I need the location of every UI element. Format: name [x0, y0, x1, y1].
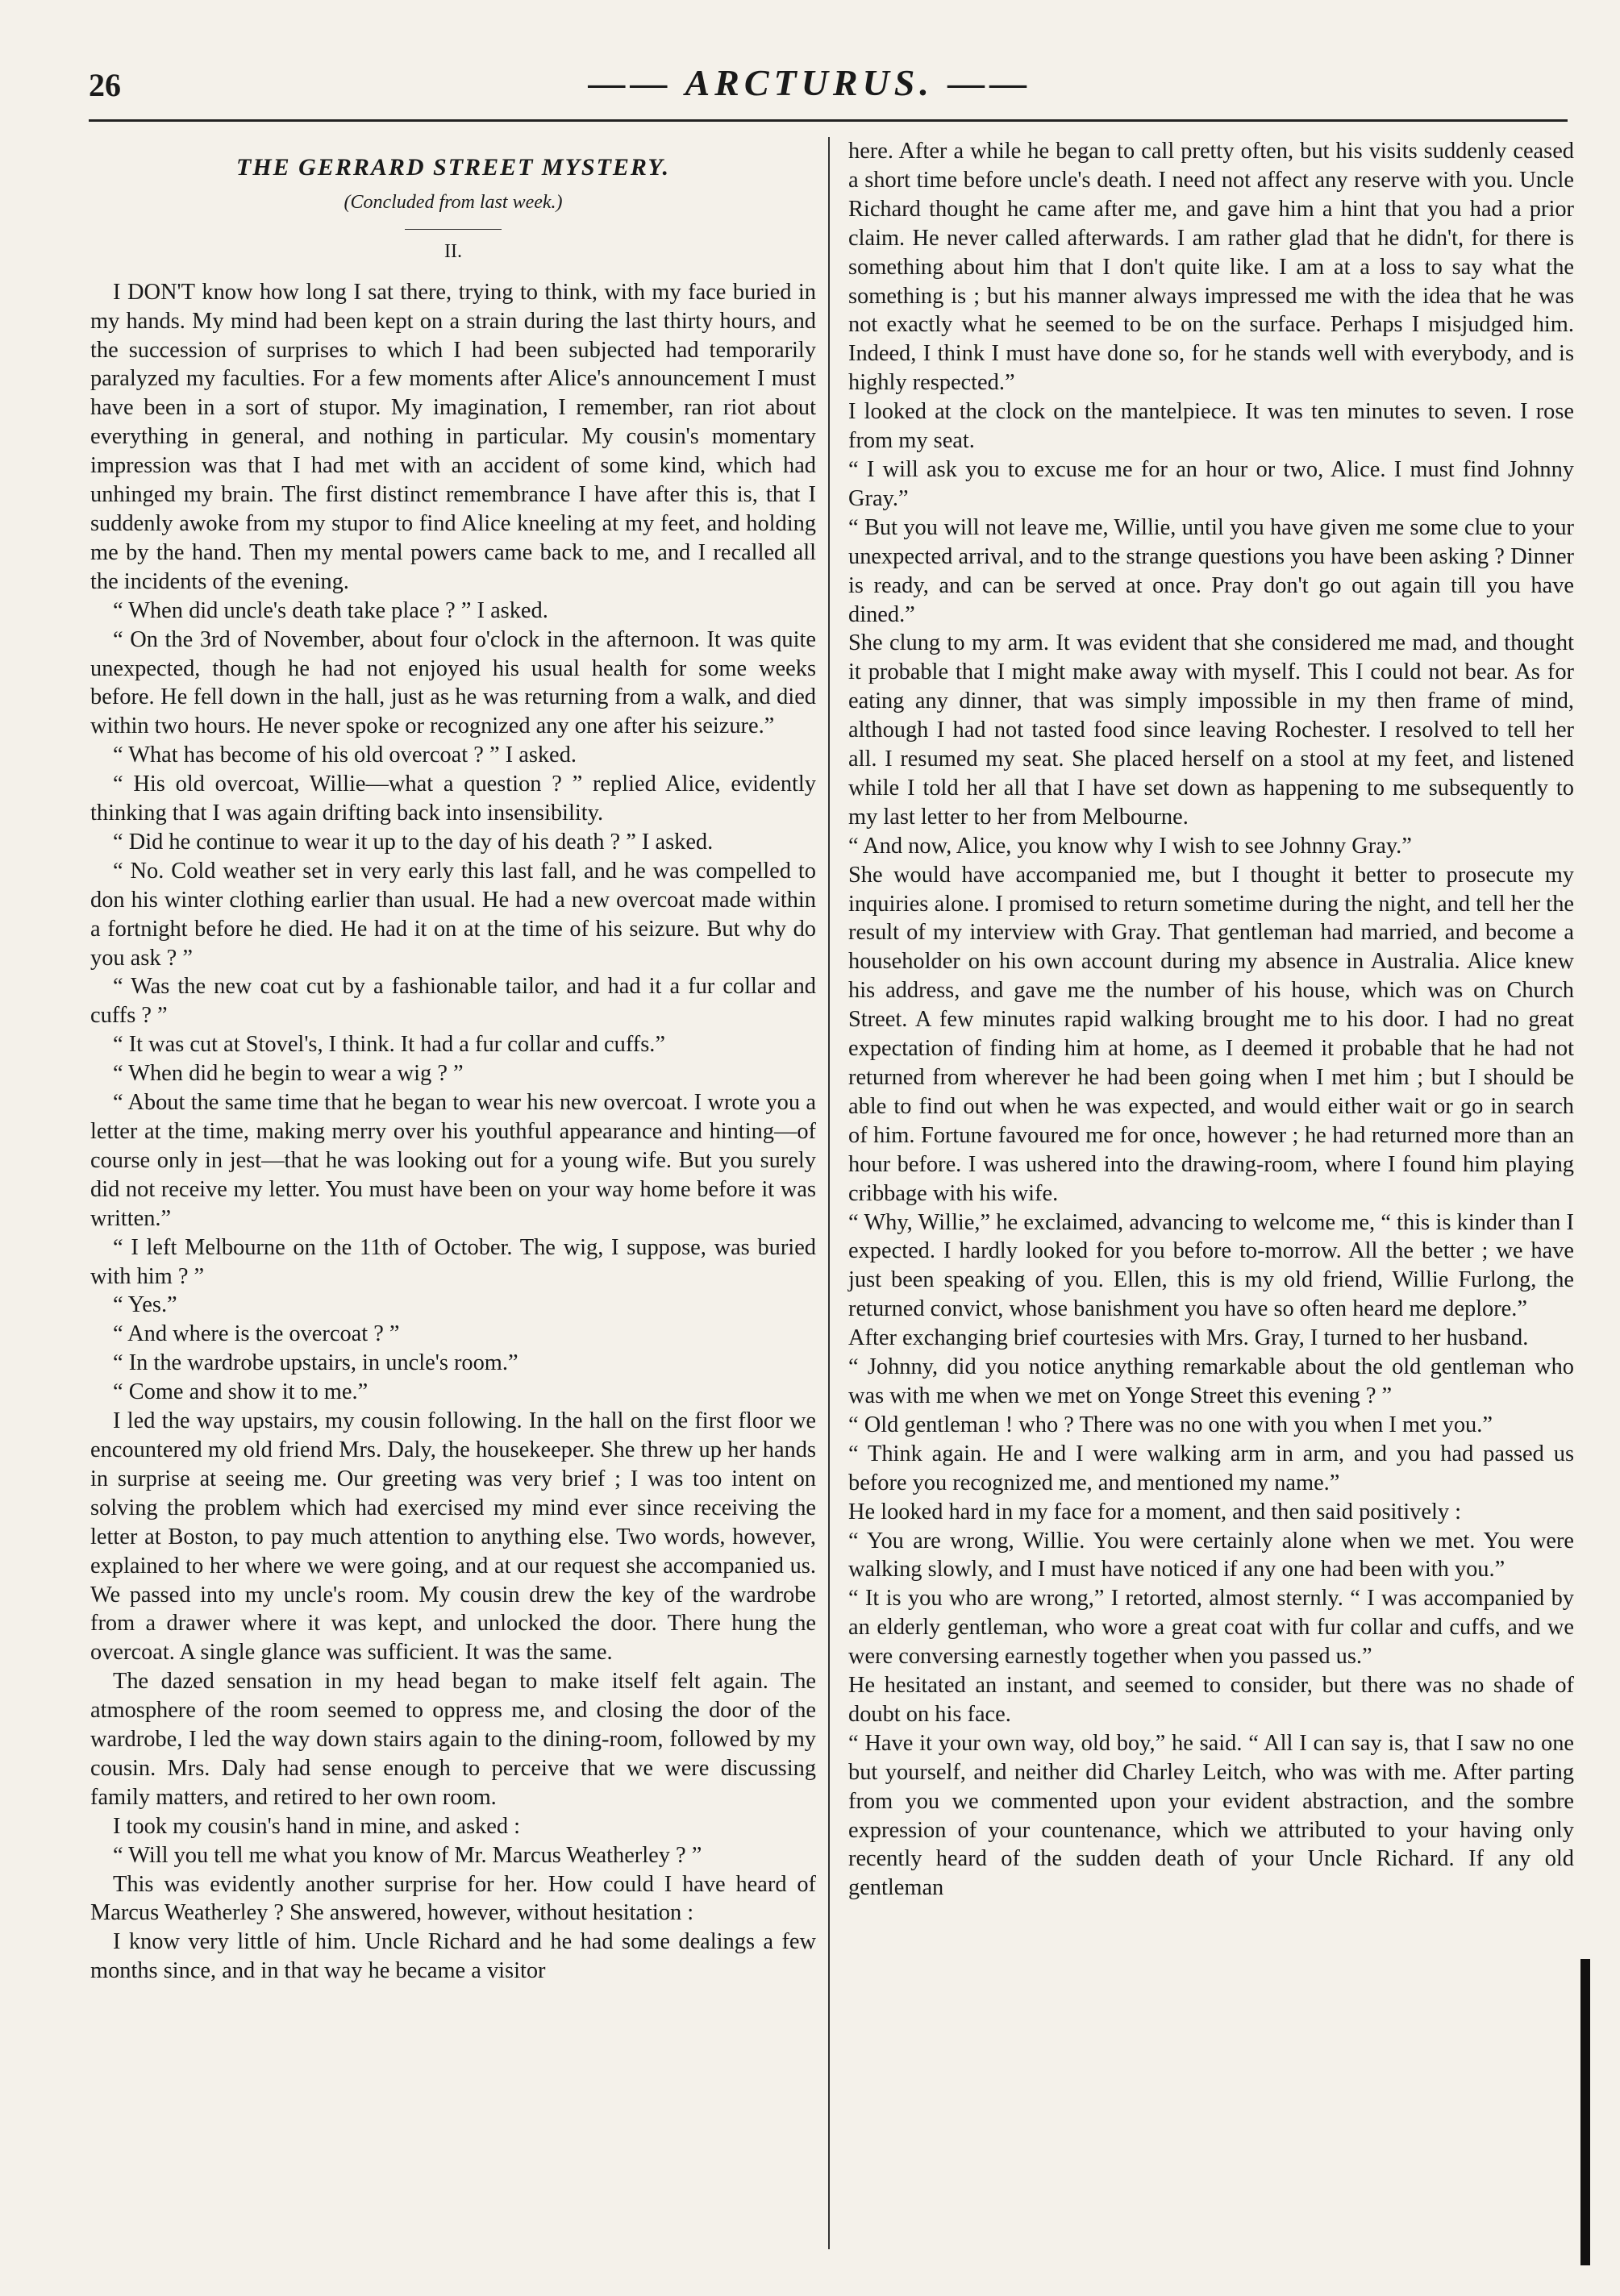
right-column: [848, 137, 1574, 1903]
paragraph: “ I left Melbourne on the 11th of October. The wig, I suppose, was buried with him ? ”: [90, 1234, 816, 1289]
left-column: [90, 137, 816, 1986]
paragraph: After exchanging brief courtesies with Mrs. Gray, I turned to her husband.: [848, 1325, 1529, 1351]
masthead: —— ARCTURUS. ——: [588, 62, 1032, 103]
paragraph: “ In the wardrobe upstairs, in uncle's room.”: [113, 1350, 518, 1376]
page-header: [0, 0, 1620, 103]
paragraph: “ Have it your own way, old boy,” he said. “ All I can say is, that I saw no one but yourself, and neither did Charley Leitch, who was with me. After parting from you we commented upon your evident abstraction, and the sombre expression of your countenance, which we attributed to your having only recently heard of the sudden death of your Uncle Richard. If any old gentleman: [848, 1730, 1574, 1901]
paragraph: “ Did he continue to wear it up to the day of his death ? ” I asked.: [113, 829, 714, 855]
paragraph: I led the way upstairs, my cousin following. In the hall on the first floor we encountered my old friend Mrs. Daly, the housekeeper. She threw up her hands in surprise at seeing me. Our greeting was very brief ; I was too intent on solving the problem which had exercised my mind ever since receiving the letter at Boston, to pay much attention to anything else. Two words, however, explained to her where we were going, and at our request she accompanied us. We passed into my uncle's room. My cousin drew the key of the wardrobe from a drawer where it was kept, and unlocked the door. There hung the overcoat. A single glance was sufficient. It was the same.: [90, 1408, 816, 1666]
drop-cap-text: I DON'T: [113, 279, 195, 305]
paragraph: “ Come and show it to me.”: [113, 1379, 369, 1405]
paragraph: She clung to my arm. It was evident that she considered me mad, and thought it probable that I might make away with myself. This I could not bear. As for eating any dinner, that was simply impossible in my then frame of mind, although I had not tasted food since leaving Rochester. I resolved to tell her all. I resumed my seat. She placed herself on a stool at my feet, and listened while I told her all that I have set down as happening to me subsequently to my last letter to her from Melbourne.: [848, 630, 1574, 830]
page-edge-bar: [1580, 1959, 1590, 2265]
paragraph: “ Yes.”: [113, 1292, 177, 1318]
column-divider: [828, 137, 830, 2249]
paragraph: here. After a while he began to call pretty often, but his visits suddenly ceased a short time before uncle's death. I need not affect any reserve with you. Uncle Richard thought he came after me, and gave him a hint that you had a prior claim. He never called afterwards. I am rather glad that he didn't, for there is something about him that I don't quite like. I am at a loss to say what the something is ; but his manner always impressed me with the idea that he was not exactly what he seemed to be on the surface. Perhaps I misjudged him. Indeed, I think I must have done so, for he stands well with everybody, and is highly respected.”: [848, 139, 1574, 396]
paragraph: “ When did he begin to wear a wig ? ”: [113, 1061, 464, 1087]
paragraph: This was evidently another surprise for her. How could I have heard of Marcus Weatherley ? She answered, however, without hesitation :: [90, 1871, 816, 1926]
paragraph-text: know how long I sat there, trying to think, with my face buried in my hands. My mind had been kept on a strain during the last thirty hours, and the succession of surprises to which I had been subjected had temporarily paralyzed my faculties. For a few moments after Alice's announcement I must have been in a sort of stupor. My imagination, I remember, ran riot about everything in general, and nothing in particular. My cousin's momentary impression was that I had met with an accident of some kind, which had unhinged my brain. The first distinct remembrance I have after this is, that I suddenly awoke from my stupor to find Alice kneeling at my feet, and holding me by the hand. Then my mental powers came back to me, and I recalled all the incidents of the evening.: [90, 279, 816, 594]
article-subtitle: (Concluded from last week.): [344, 191, 563, 213]
page-number: 26: [89, 67, 121, 103]
header-rule: [89, 119, 1568, 122]
paragraph: He hesitated an instant, and seemed to consider, but there was no shade of doubt on his face.: [848, 1673, 1574, 1727]
paragraph: “ What has become of his old overcoat ? ” I asked.: [113, 742, 577, 768]
paragraph: The dazed sensation in my head began to make itself felt again. The atmosphere of the room seemed to oppress me, and closing the door of the wardrobe, I led the way down stairs again to the dining-room, followed by my cousin. Mrs. Daly had sense enough to perceive that we were discussing family matters, and retired to her own room.: [90, 1669, 816, 1810]
paragraph: “ It was cut at Stovel's, I think. It had a fur collar and cuffs.”: [113, 1032, 665, 1058]
paragraph: “ I will ask you to excuse me for an hour or two, Alice. I must find Johnny Gray.”: [848, 456, 1574, 511]
paragraph: “ On the 3rd of November, about four o'clock in the afternoon. It was quite unexpected, though he had not enjoyed his usual health for some weeks before. He fell down in the hall, just as he was returning from a walk, and died within two hours. He never spoke or recognized any one after his seizure.”: [90, 626, 816, 739]
paragraph: “ His old overcoat, Willie—what a question ? ” replied Alice, evidently thinking that I was again drifting back into insensibility.: [90, 772, 816, 826]
paragraph: He looked hard in my face for a moment, and then said positively :: [848, 1499, 1462, 1524]
paragraph: “ Was the new coat cut by a fashionable tailor, and had it a fur collar and cuffs ? ”: [90, 974, 816, 1029]
chapter-number: II.: [444, 240, 462, 262]
paragraph: “ It is you who are wrong,” I retorted, almost sternly. “ I was accompanied by an elderly gentleman, who wore a great coat with fur collar and cuffs, and we were conversing earnestly together when you passed us.”: [848, 1586, 1574, 1670]
paragraph: “ But you will not leave me, Willie, until you have given me some clue to your unexpected arrival, and to the strange questions you have been asking ? Dinner is ready, and can be served at once. Pray don't go out again till you have dined.”: [848, 514, 1574, 627]
paragraph: “ And now, Alice, you know why I wish to see Johnny Gray.”: [848, 833, 1412, 859]
paragraph: “ Think again. He and I were walking arm in arm, and you had passed us before you recognized me, and mentioned my name.”: [848, 1441, 1574, 1495]
paragraph: “ No. Cold weather set in very early this last fall, and he was compelled to don his winter clothing earlier than usual. He had a new overcoat made within a fortnight before he died. He had it on at the time of his seizure. But why do you ask ? ”: [90, 858, 816, 971]
paragraph: “ Johnny, did you notice anything remarkable about the old gentleman who was with me when we met on Yonge Street this evening ? ”: [848, 1354, 1574, 1408]
paragraph: I took my cousin's hand in mine, and asked :: [113, 1813, 521, 1839]
paragraph: “ You are wrong, Willie. You were certainly alone when we met. You were walking slowly, and I must have noticed if any one had been with you.”: [848, 1528, 1574, 1583]
paragraph: “ Old gentleman ! who ? There was no one with you when I met you.”: [848, 1412, 1493, 1437]
paragraph: “ About the same time that he began to wear his new overcoat. I wrote you a letter at the time, making merry over his youthful appearance and hinting—of course only in jest—that he was looking out for a young wife. But you surely did not receive my letter. You must have been on your way home before it was written.”: [90, 1090, 816, 1231]
paragraph: “ And where is the overcoat ? ”: [113, 1321, 400, 1347]
paragraph: “ Why, Willie,” he exclaimed, advancing to welcome me, “ this is kinder than I expected. I hardly looked for you before to-morrow. All the better ; we have just been speaking of you. Ellen, this is my old friend, Willie Furlong, the returned convict, whose banishment you have so often heard me deplore.”: [848, 1209, 1574, 1322]
paragraph: “ Will you tell me what you know of Mr. Marcus Weatherley ? ”: [113, 1842, 702, 1868]
paragraph: [90, 278, 816, 597]
paragraph: She would have accompanied me, but I thought it better to prosecute my inquiries alone. I promised to return sometime during the night, and tell her the result of my interview with Gray. That gentleman had married, and become a householder on his own account during my absence in Australia. Alice knew his address, and gave me the number of his house, which was on Church Street. A few minutes rapid walking brought me to his door. I had no great expectation of finding him at home, as I deemed it probable that he had not returned from wherever he had been going when I met him ; but I should be able to find out when he was expected, and would either wait or go in search of him. Fortune favoured me for once, however ; he had returned more than an hour before. I was ushered into the drawing-room, where I found him playing cribbage with his wife.: [848, 862, 1574, 1206]
article-title: THE GERRARD STREET MYSTERY.: [236, 154, 670, 181]
paragraph: I looked at the clock on the mantelpiece. It was ten minutes to seven. I rose from my seat.: [848, 399, 1574, 454]
short-rule: [405, 229, 502, 230]
paragraph: I know very little of him. Uncle Richard and he had some dealings a few months since, and in that way he became a visitor: [90, 1929, 816, 1984]
paragraph: “ When did uncle's death take place ? ” I asked.: [113, 597, 548, 623]
